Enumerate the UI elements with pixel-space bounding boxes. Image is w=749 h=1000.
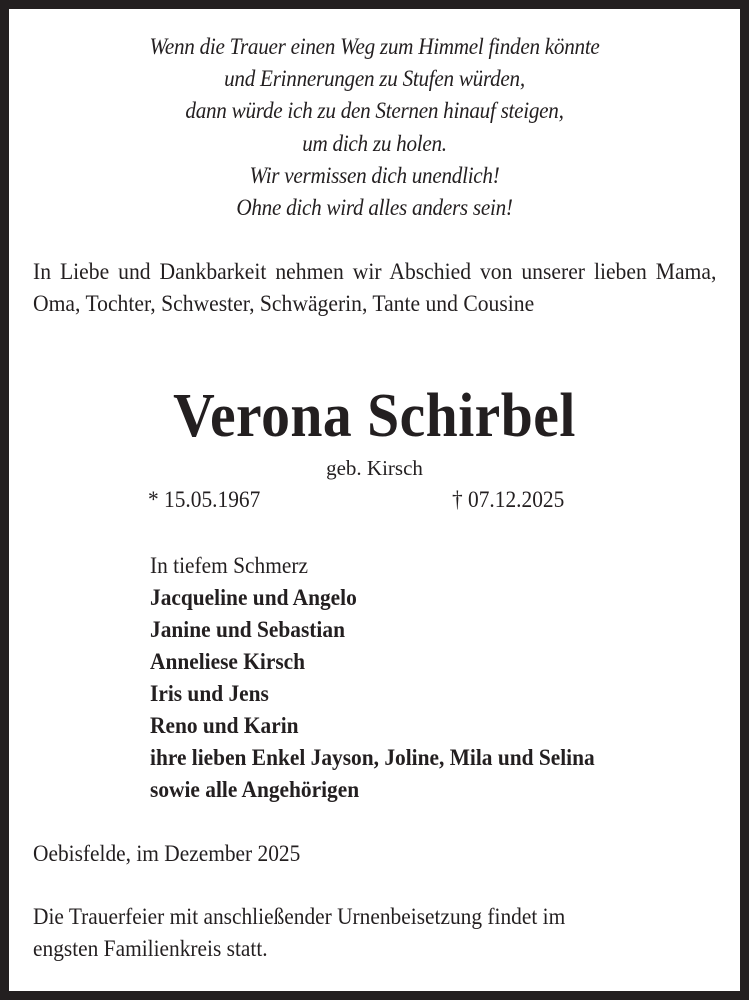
mourner-entry: sowie alle Angehörigen [150,777,360,802]
mourners-list [150,550,595,806]
poem-line: um dich zu holen. [302,130,447,156]
birth-name: geb. Kirsch [326,456,423,480]
place-and-date: Oebisfelde, im Dezember 2025 [33,841,301,866]
poem-line: und Erinnerungen zu Stufen würden, [224,66,525,92]
mourner-entry: ihre lieben Enkel Jayson, Joline, Mila und Selina [150,745,595,770]
memorial-poem [38,31,711,224]
funeral-notice [33,901,565,965]
obituary-notice [9,9,740,991]
birth-date: * 15.05.1967 [148,487,261,512]
mourners-lead: In tiefem Schmerz [150,553,308,578]
mourner-entry: Janine und Sebastian [150,617,345,642]
poem-line: Ohne dich wird alles anders sein! [236,195,513,221]
mourner-entry: Jacqueline und Angelo [150,585,357,610]
mourner-entry: Reno und Karin [150,713,299,738]
mourner-entry: Iris und Jens [150,681,269,706]
deceased-name: Verona Schirbel [173,382,576,450]
notice-line: engsten Familienkreis statt. [33,936,268,961]
notice-line: Die Trauerfeier mit anschließender Urnenbeisetzung findet im [33,904,566,929]
poem-line: Wenn die Trauer einen Weg zum Himmel finden könnte [149,34,600,59]
death-date: † 07.12.2025 [452,487,565,512]
poem-line: Wir vermissen dich unendlich! [249,162,500,188]
mourner-entry: Anneliese Kirsch [150,649,306,674]
poem-line: dann würde ich zu den Sternen hinauf steigen, [185,98,564,124]
farewell-intro: In Liebe und Dankbarkeit nehmen wir Abschied von unserer lieben Mama, Oma, Tochter, Schwester, Schwägerin, Tante und Cousine [33,259,717,316]
